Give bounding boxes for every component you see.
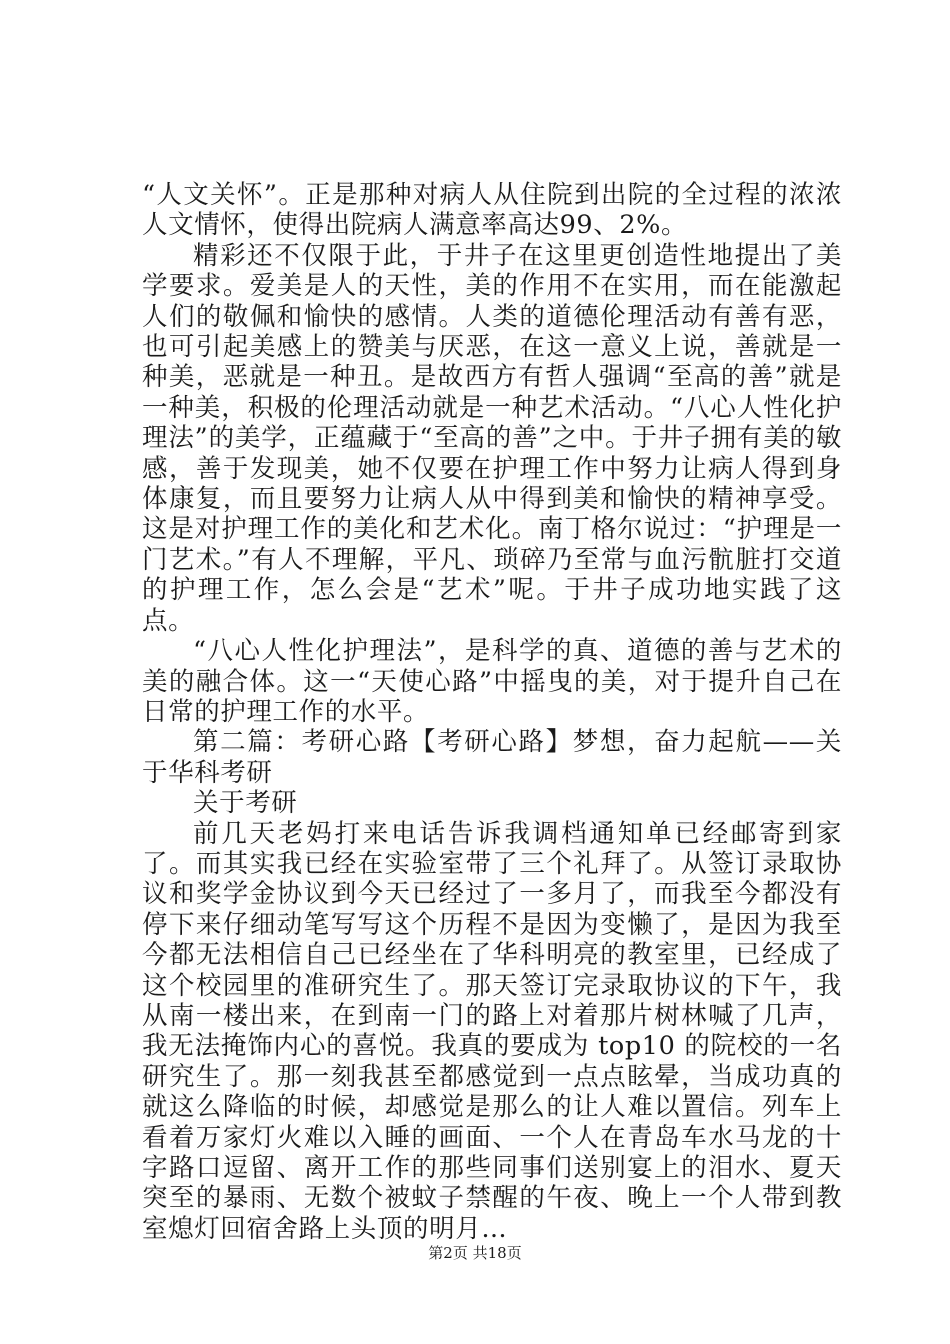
section-heading: 第二篇：考研心路【考研心路】梦想，奋力起航——关于华科考研 [142,727,842,788]
paragraph-conclusion: “八心人性化护理法”，是科学的真、道德的善与艺术的美的融合体。这一“天使心路”中摇曳的美，对于提升自己在日常的护理工作的水平。 [142,636,842,727]
subsection-heading: 关于考研 [193,788,298,819]
paragraph-aesthetics: 精彩还不仅限于此，于井子在这里更创造性地提出了美学要求。爱美是人的天性，美的作用不在实用，而在能激起人们的敬佩和愉快的感情。人类的道德伦理活动有善有恶，也可引起美感上的赞美与厌恶，在这一意义上说，善就是一种美，恶就是一种丑。是故西方有哲人强调“至高的善”就是一种美，积极的伦理活动就是一种艺术活动。“八心人性化护理法”的美学，正蕴藏于“至高的善”之中。于井子拥有美的敏感，善于发现美，她不仅要在护理工作中努力让病人得到身体康复，而且要努力让病人从中得到美和愉快的精神享受。这是对护理工作的美化和艺术化。南丁格尔说过：“护理是一门艺术。”有人不理解，平凡、琐碎乃至常与血污骯脏打交道的护理工作，怎么会是“艺术”呢。于井子成功地实践了这点。 [142,240,842,636]
paragraph-continuation: “人文关怀”。正是那种对病人从住院到出院的全过程的浓浓人文情怀，使得出院病人满意率高达99、2%。 [142,180,842,241]
body-text [142,180,842,1244]
page-footer: 第2页 共18页 [428,1244,522,1262]
paragraph-kaoyan: 前几天老妈打来电话告诉我调档通知单已经邮寄到家了。而其实我已经在实验室带了三个礼拜了。从签订录取协议和奖学金协议到今天已经过了一多月了，而我至今都没有停下来仔细动笔写写这个历程不是因为变懒了，是因为我至今都无法相信自己已经坐在了华科明亮的教室里，已经成了这个校园里的准研究生了。那天签订完录取协议的下午，我从南一楼出来，在到南一门的路上对着那片树林喊了几声，我无法掩饰内心的喜悦。我真的要成为 top10 的院校的一名研究生了。那一刻我甚至都感觉到一点点眩晕，当成功真的就这么降临的时候，却感觉是那么的让人难以置信。列车上看着万家灯火难以入睡的画面、一个人在青岛车水马龙的十字路口逗留、离开工作的那些同事们送别宴上的泪水、夏天突至的暴雨、无数个被蚊子禁醒的午夜、晚上一个人带到教室熄灯回宿舍路上头顶的明月… [142,818,842,1244]
